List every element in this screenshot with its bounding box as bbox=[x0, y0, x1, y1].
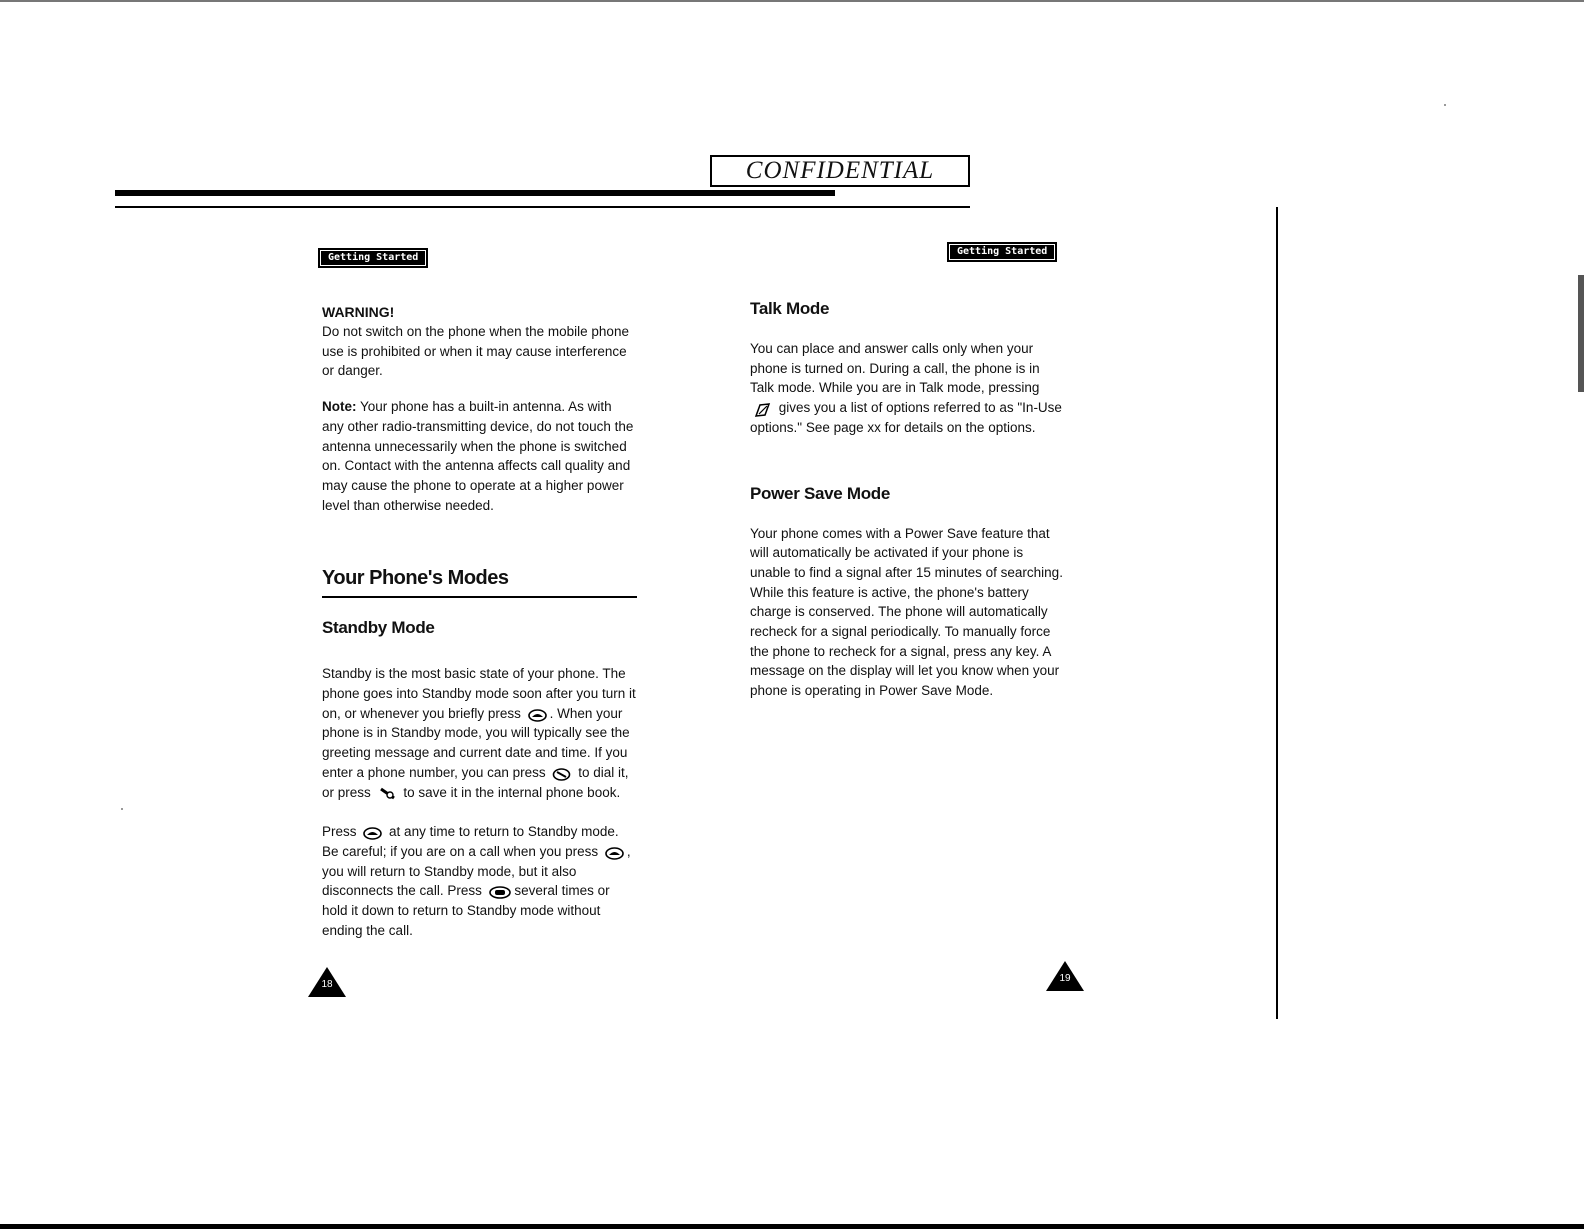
end-key-icon bbox=[605, 846, 624, 859]
section-badge-right: Getting Started bbox=[947, 242, 1057, 262]
end-key-icon bbox=[528, 708, 547, 721]
scan-speck bbox=[121, 808, 123, 810]
header-thick-rule bbox=[115, 190, 835, 196]
send-key-icon bbox=[552, 767, 571, 780]
menu-key-icon bbox=[753, 402, 772, 415]
standby-paragraph-1 bbox=[322, 664, 637, 802]
standby-p1-text-d: to save it in the internal phone book. bbox=[403, 784, 621, 800]
page-number-left-text: 18 bbox=[321, 979, 333, 990]
bottom-border bbox=[0, 1224, 1584, 1229]
power-save-paragraph: Your phone comes with a Power Save feature that will automatically be activated if your phone is unable to find a signal after 15 minutes of searching. While this feature is active, the phone's battery charge is conserved. The phone will automatically recheck for a signal periodically. To manually force the phone to recheck for a signal, press any key. A message on the display will let you know when your phone is operating in Power Save Mode. bbox=[750, 525, 1063, 699]
talk-heading: Talk Mode bbox=[750, 299, 830, 318]
section-badge-left: Getting Started bbox=[318, 248, 428, 268]
warning-text: Do not switch on the phone when the mobile phone use is prohibited or when it may cause interference or danger. bbox=[322, 324, 629, 379]
page-edge-rule bbox=[1276, 207, 1278, 1019]
standby-p2-text-c: , you will return to Standby mode, but it also disconnects the call. Press bbox=[322, 843, 631, 899]
power-save-heading: Power Save Mode bbox=[750, 483, 891, 503]
standby-p1-text-b: . When your phone is in Standby mode, you will typically see the greeting message and current date and time. If you enter a phone number, you can press bbox=[322, 705, 630, 780]
page-number-right-text: 19 bbox=[1059, 973, 1071, 984]
page-number-left bbox=[308, 967, 346, 997]
standby-p1-text-a: Standby is the most basic state of your phone. The phone goes into Standby mode soon after you turn it on, or whenever you briefly press bbox=[322, 666, 636, 721]
left-column bbox=[322, 302, 637, 940]
end-key-icon bbox=[363, 826, 382, 839]
talk-paragraph bbox=[750, 339, 1065, 438]
note-label: Note: bbox=[322, 399, 357, 415]
top-border bbox=[0, 0, 1584, 2]
scan-speck bbox=[1444, 104, 1446, 106]
standby-p2-text-d: several times or hold it down to return to Standby mode without ending the call. bbox=[322, 883, 610, 938]
save-key-icon bbox=[378, 786, 397, 799]
modes-heading: Your Phone's Modes bbox=[322, 567, 637, 598]
standby-p1-text-c: to dial it, or press bbox=[322, 764, 629, 800]
page-number-right bbox=[1046, 961, 1084, 991]
note-text: Your phone has a built-in antenna. As with any other radio-transmitting device, do not touch the antenna unnecessarily when the phone is switched on. Contact with the antenna affects call quality and may cause the phone to operate at a higher power level than otherwise needed. bbox=[322, 399, 634, 513]
talk-text-b: gives you a list of options referred to as "In-Use options." See page xx for details on the options. bbox=[750, 400, 1062, 435]
clear-key-icon bbox=[489, 885, 508, 898]
standby-p2-text-a: Press bbox=[322, 824, 357, 840]
confidential-stamp: CONFIDENTIAL bbox=[710, 155, 970, 187]
talk-text-a: You can place and answer calls only when your phone is turned on. During a call, the phone is in Talk mode. While you are in Talk mode, pressing bbox=[750, 341, 1040, 396]
warning-title: WARNING! bbox=[322, 304, 395, 320]
right-column bbox=[750, 299, 1065, 701]
note-paragraph bbox=[322, 397, 637, 515]
standby-p2-text-b: at any time to return to Standby mode. Be careful; if you are on a call when you press bbox=[322, 824, 619, 859]
standby-heading: Standby Mode bbox=[322, 618, 435, 638]
standby-paragraph-2 bbox=[322, 822, 637, 940]
header-thin-rule bbox=[115, 206, 970, 208]
edge-mark bbox=[1578, 275, 1584, 392]
